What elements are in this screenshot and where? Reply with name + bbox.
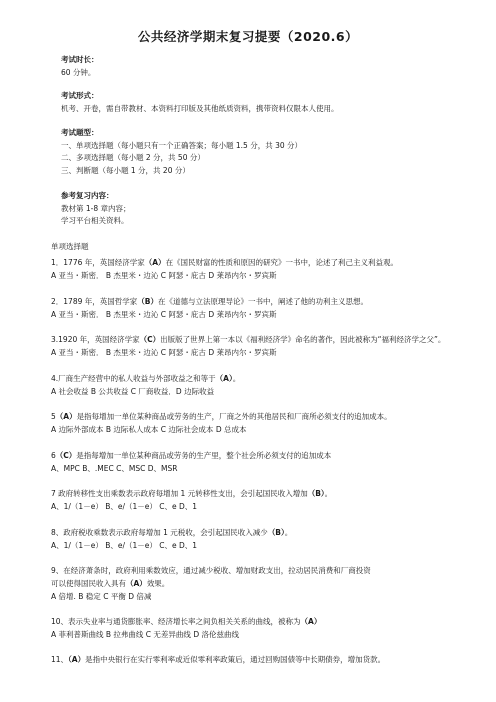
section-review-content <box>61 190 131 228</box>
question-text: 是指每增加一单位某种商品或劳务的生产里，整个社会所必须支付的追加成本 <box>76 451 332 460</box>
question-text: 1．1776 年，英国经济学家 <box>51 258 145 267</box>
section-heading: 考试题型： <box>61 128 99 137</box>
page-title: 公共经济学期末复习提要（2020.6） <box>137 29 359 44</box>
section-heading: 考试时长： <box>61 55 99 64</box>
question-options <box>51 385 481 398</box>
question-item <box>51 295 481 321</box>
answer-key: （A） <box>55 412 77 421</box>
question-item <box>51 615 481 641</box>
question-text: 出版版了世界上第一本以《福利经济学》命名的著作，因此被称为“福利经济学之父”。 <box>160 335 446 344</box>
section-line: 60 分钟。 <box>61 67 96 77</box>
question-options <box>51 500 481 513</box>
question-text: 在《国民财富的性质和原因的研究》一书中，论述了利己主义利益观。 <box>165 258 399 267</box>
question-text: 9、在经济萧条时，政府利用乘数效应，通过减少税收、增加财政支出，拉动居民消费和厂商投资 <box>51 566 371 575</box>
section-question-types <box>61 127 302 177</box>
question-text: 。 <box>232 374 241 383</box>
question-stem <box>51 372 481 385</box>
question-text: 6 <box>51 451 56 460</box>
question-stem <box>51 564 481 577</box>
question-options <box>51 539 481 552</box>
question-text: A、1/（1－e） B、e/（1－e） C、e D、1 <box>51 541 198 550</box>
section-exam-duration <box>61 54 99 79</box>
question-text: 2．1789 年，英国哲学家 <box>51 297 138 306</box>
question-text: 4.厂商生产经营中的私人收益与外部收益之和等于 <box>51 374 216 383</box>
question-options <box>51 462 481 475</box>
question-text: 7 政府转移性支出乘数表示政府每增加 1 元转移性支出，会引起国民收入增加 <box>51 489 308 498</box>
question-options <box>51 308 481 321</box>
question-text: 。 <box>284 528 293 537</box>
answer-key: （A） <box>126 579 147 588</box>
question-text: 5 <box>51 412 56 421</box>
question-stem <box>51 653 481 666</box>
questions-header: 单项选择题 <box>51 242 89 251</box>
section-line: 三、判断题（每小题 1 分，共 20 分） <box>61 165 190 175</box>
question-stem <box>51 333 481 346</box>
question-options <box>51 346 481 359</box>
answer-key: （B） <box>137 297 158 306</box>
question-text: A 亚当・斯密． B 杰里米・边沁 C 阿瑟・庇古 D 莱昂内尔・罗宾斯 <box>51 271 277 280</box>
question-item <box>51 333 481 359</box>
question-stem <box>51 615 481 628</box>
answer-key: （A） <box>215 374 233 383</box>
question-item <box>51 653 481 666</box>
section-heading: 考试形式： <box>61 91 99 100</box>
question-text: A、MPC B、.MEC C、MSC D、MSR <box>51 464 178 473</box>
question-item <box>51 372 481 398</box>
question-stem <box>51 577 481 590</box>
question-text: 是指每增加一单位某种商品或劳务的生产，厂商之外的其他居民和厂商所必须支付的追加成本。 <box>76 412 392 421</box>
question-stem <box>51 526 481 539</box>
question-options <box>51 628 481 641</box>
answer-key: （C） <box>139 335 161 344</box>
answer-key: （A） <box>300 617 322 626</box>
question-stem <box>51 449 481 462</box>
question-text: A 亚当・斯密． B 杰里米・边沁 C 阿瑟・庇古 D 莱昂内尔・罗宾斯 <box>51 310 277 319</box>
question-text: 8、政府税收乘数表示政府每增加 1 元税收，会引起国民收入减少 <box>51 528 268 537</box>
question-item <box>51 410 481 436</box>
section-line: 学习平台相关资料。 <box>61 216 129 225</box>
question-text: A 菲利普斯曲线 B 拉弗曲线 C 无差异曲线 D 洛伦兹曲线 <box>51 630 239 639</box>
section-line: 教材第 1-8 章内容； <box>61 203 131 213</box>
section-exam-format <box>61 90 339 115</box>
question-text: 11、 <box>51 655 69 664</box>
question-text: A 社会收益 B 公共收益 C 厂商收益．D 边际收益 <box>51 387 215 396</box>
question-item <box>51 449 481 475</box>
answer-key: （A） <box>144 258 166 267</box>
question-text: 可以使得国民收入具有 <box>51 579 126 588</box>
question-stem <box>51 256 481 269</box>
section-line: 一、单项选择题（每小题只有一个正确答案；每小题 1.5 分，共 30 分） <box>61 140 303 150</box>
question-stem <box>51 487 481 500</box>
question-text: 。 <box>324 489 333 498</box>
question-options <box>51 590 481 603</box>
question-item <box>51 487 481 513</box>
question-stem <box>51 295 481 308</box>
question-text: 3.1920 年，英国经济学家 <box>51 335 140 344</box>
question-text: A 边际外部成本 B 边际私人成本 C 边际社会成本 D 总成本 <box>51 425 247 434</box>
question-item <box>51 256 481 282</box>
answer-key: （B） <box>307 489 325 498</box>
question-options <box>51 269 481 282</box>
question-text: A 亚当・斯密． B 杰里米・边沁 C 阿瑟・庇古 D 莱昂内尔・罗宾斯 <box>51 348 277 357</box>
answer-key: （A） <box>68 655 86 664</box>
question-text: 效果。 <box>146 579 170 588</box>
section-line: 二、多项选择题（每小题 2 分，共 50 分） <box>61 153 205 162</box>
question-text: 10、表示失业率与通货膨胀率、经济增长率之间负相关关系的曲线，被称为 <box>51 617 301 626</box>
question-text: A 倍增. B 稳定 C 平衡 D 倍减 <box>51 592 152 601</box>
question-options <box>51 423 481 436</box>
question-text: 是指中央银行在实行零利率或近似零利率政策后，通过回购国债等中长期债券，增加货款。 <box>85 655 386 664</box>
question-item <box>51 526 481 552</box>
answer-key: （B） <box>267 528 285 537</box>
answer-key: （C） <box>55 451 77 460</box>
section-heading: 参考复习内容： <box>61 191 114 200</box>
question-text: A、1/（1－e） B、e/（1－e） C、e D、1 <box>51 502 198 511</box>
question-item <box>51 564 481 603</box>
question-stem <box>51 410 481 423</box>
question-text: 在《道德与立法原理导论》一书中，阐述了他的功利主义思想。 <box>157 297 368 306</box>
section-line: 机考、开卷，需自带教材、本资料打印版及其他纸质资料，携带资料仅限本人使用。 <box>61 103 339 113</box>
